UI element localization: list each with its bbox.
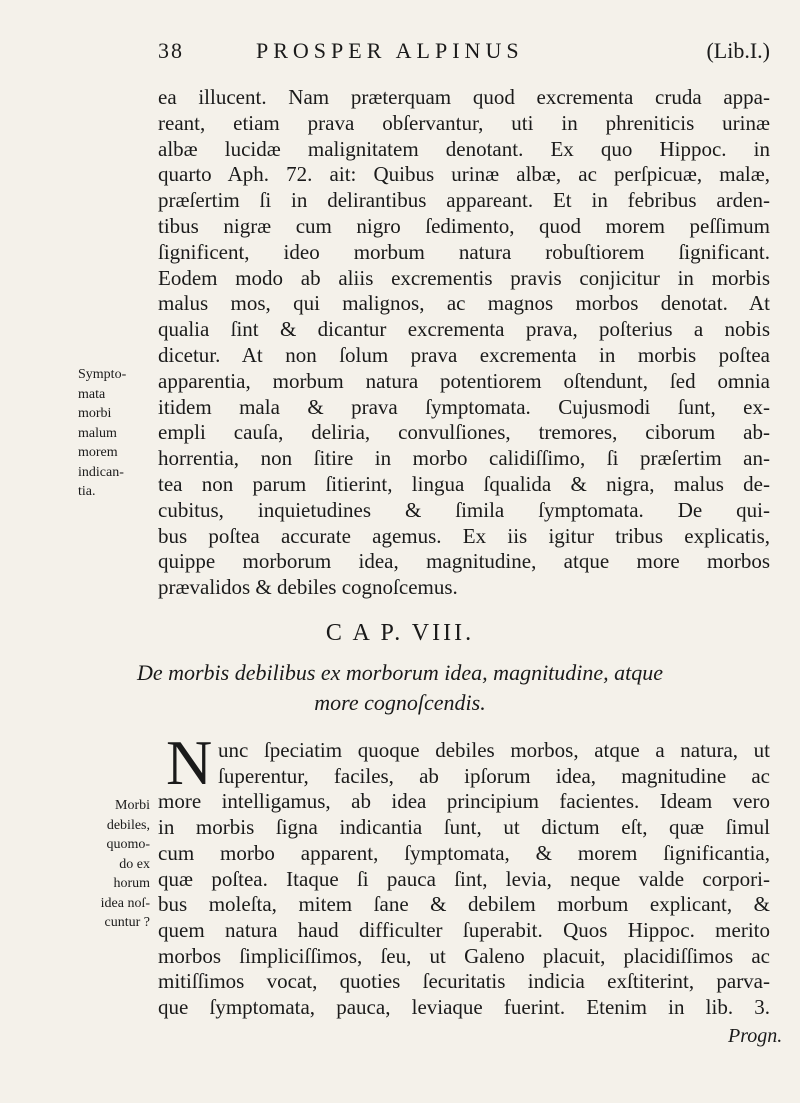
text-line: in morbis ſigna indicantia ſunt, ut dictum eſt, quæ ſimul — [158, 815, 770, 840]
margin-note-line: mata — [78, 386, 106, 402]
text-line: Eodem modo ab aliis excrementis pravis conjicitur in morbis — [158, 265, 770, 290]
text-line: morbos ſimpliciſſimos, ſeu, ut Galeno placuit, placidiſſimos ac — [158, 943, 770, 968]
page-number: 38 — [158, 38, 184, 63]
text-line: malus mos, qui malignos, ac magnos morbos denotat. At — [158, 291, 770, 316]
running-header — [158, 38, 770, 68]
text-line: more intelligamus, ab idea principium facientes. Ideam vero — [158, 789, 770, 814]
text-line: prævalidos & debiles cognoſcemus. — [158, 575, 458, 600]
text-line: tea non parum ſitierint, lingua ſqualida & nigra, malus de- — [158, 472, 770, 496]
chapter-title-line-2: more cognoſcendis. — [314, 690, 486, 715]
text-line: ſuperentur, faciles, ab ipſorum idea, magnitudine ac — [218, 763, 770, 788]
margin-note-line: quomo- — [106, 837, 150, 852]
margin-note-line: cuntur ? — [104, 915, 150, 930]
margin-note-line: morem — [78, 445, 118, 460]
text-line: horrentia, non ſitire in morbo calidiſſimo, ſi præſertim an- — [158, 446, 770, 471]
text-line: empli cauſa, deliria, convulſiones, tremores, ciborum ab- — [158, 420, 770, 445]
margin-note-line: idea noſ- — [100, 895, 150, 911]
text-line: unc ſpeciatim quoque debiles morbos, atque a natura, ut — [218, 738, 770, 762]
text-line: albæ lucidæ malignitatem denotant. Ex quo Hippoc. in — [158, 136, 770, 161]
margin-note-line: Sympto- — [78, 367, 127, 382]
chapter-title-line-1: De morbis debilibus ex morborum idea, magnitudine, atque — [136, 660, 664, 685]
text-line: ſignificent, ideo morbum natura robuſtiorem ſignificant. — [158, 239, 770, 264]
text-line: cubitus, inquietudines & ſimila ſymptomata. De qui- — [158, 497, 770, 522]
text-line: cum morbo apparent, ſymptomata, & morem ſignificantia, — [158, 840, 770, 865]
running-title: PROSPER ALPINUS — [256, 38, 524, 63]
text-line: que ſymptomata, pauca, leviaque fuerint. Etenim in lib. 3. — [158, 995, 770, 1019]
text-line: bus moleſta, mitem ſane & debilem morbum explicant, & — [158, 892, 770, 917]
margin-note-line: debiles, — [106, 817, 150, 833]
catchword: Progn. — [728, 1025, 783, 1047]
text-line: bus poſtea accurate agemus. Ex iis igitur tribus explicatis, — [158, 523, 770, 548]
margin-note-line: indican- — [78, 464, 124, 480]
text-line: dicetur. At non ſolum prava excrementa in morbis poſtea — [158, 343, 770, 367]
margin-note-line: tia. — [78, 484, 96, 499]
margin-note-line: morbi — [78, 406, 112, 421]
margin-note-line: malum — [78, 425, 117, 441]
book-reference: (Lib.I.) — [706, 38, 770, 63]
text-line: quæ poſtea. Itaque ſi pauca ſint, levia, neque valde corpori- — [158, 866, 770, 891]
text-line: quem natura haud difficulter ſuperabit. Quos Hippoc. merito — [158, 917, 770, 942]
drop-capital: N — [166, 727, 213, 798]
margin-note-line: horum — [113, 876, 150, 891]
chapter-heading: C A P. VIII. — [325, 620, 475, 646]
text-line: itidem mala & prava ſymptomata. Cujusmodi ſunt, ex- — [158, 394, 770, 419]
text-line: ea illucent. Nam præterquam quod excrementa cruda appa- — [158, 85, 770, 109]
text-line: apparentia, morbum natura potentiorem oſtendunt, ſed omnia — [158, 368, 770, 393]
text-line: mitiſſimos vocat, quoties ſecuritatis indicia exſtiterint, parva- — [158, 969, 770, 994]
margin-note-line: Morbi — [115, 798, 150, 813]
text-line: reant, etiam prava obſervantur, uti in phreniticis urinæ — [158, 110, 770, 135]
text-line: præſertim ſi in delirantibus appareant. Et in febribus arden- — [158, 188, 770, 213]
margin-note-line: do ex — [119, 856, 150, 872]
text-line: qualia ſint & dicantur excrementa prava, poſterius a nobis — [158, 317, 770, 342]
text-line: quarto Aph. 72. ait: Quibus urinæ albæ, ac perſpicuæ, malæ, — [158, 162, 770, 187]
text-line: tibus nigræ cum nigro ſedimento, quod morem peſſimum — [158, 214, 770, 238]
text-line: quippe morborum idea, magnitudine, atque more morbos — [158, 549, 770, 574]
